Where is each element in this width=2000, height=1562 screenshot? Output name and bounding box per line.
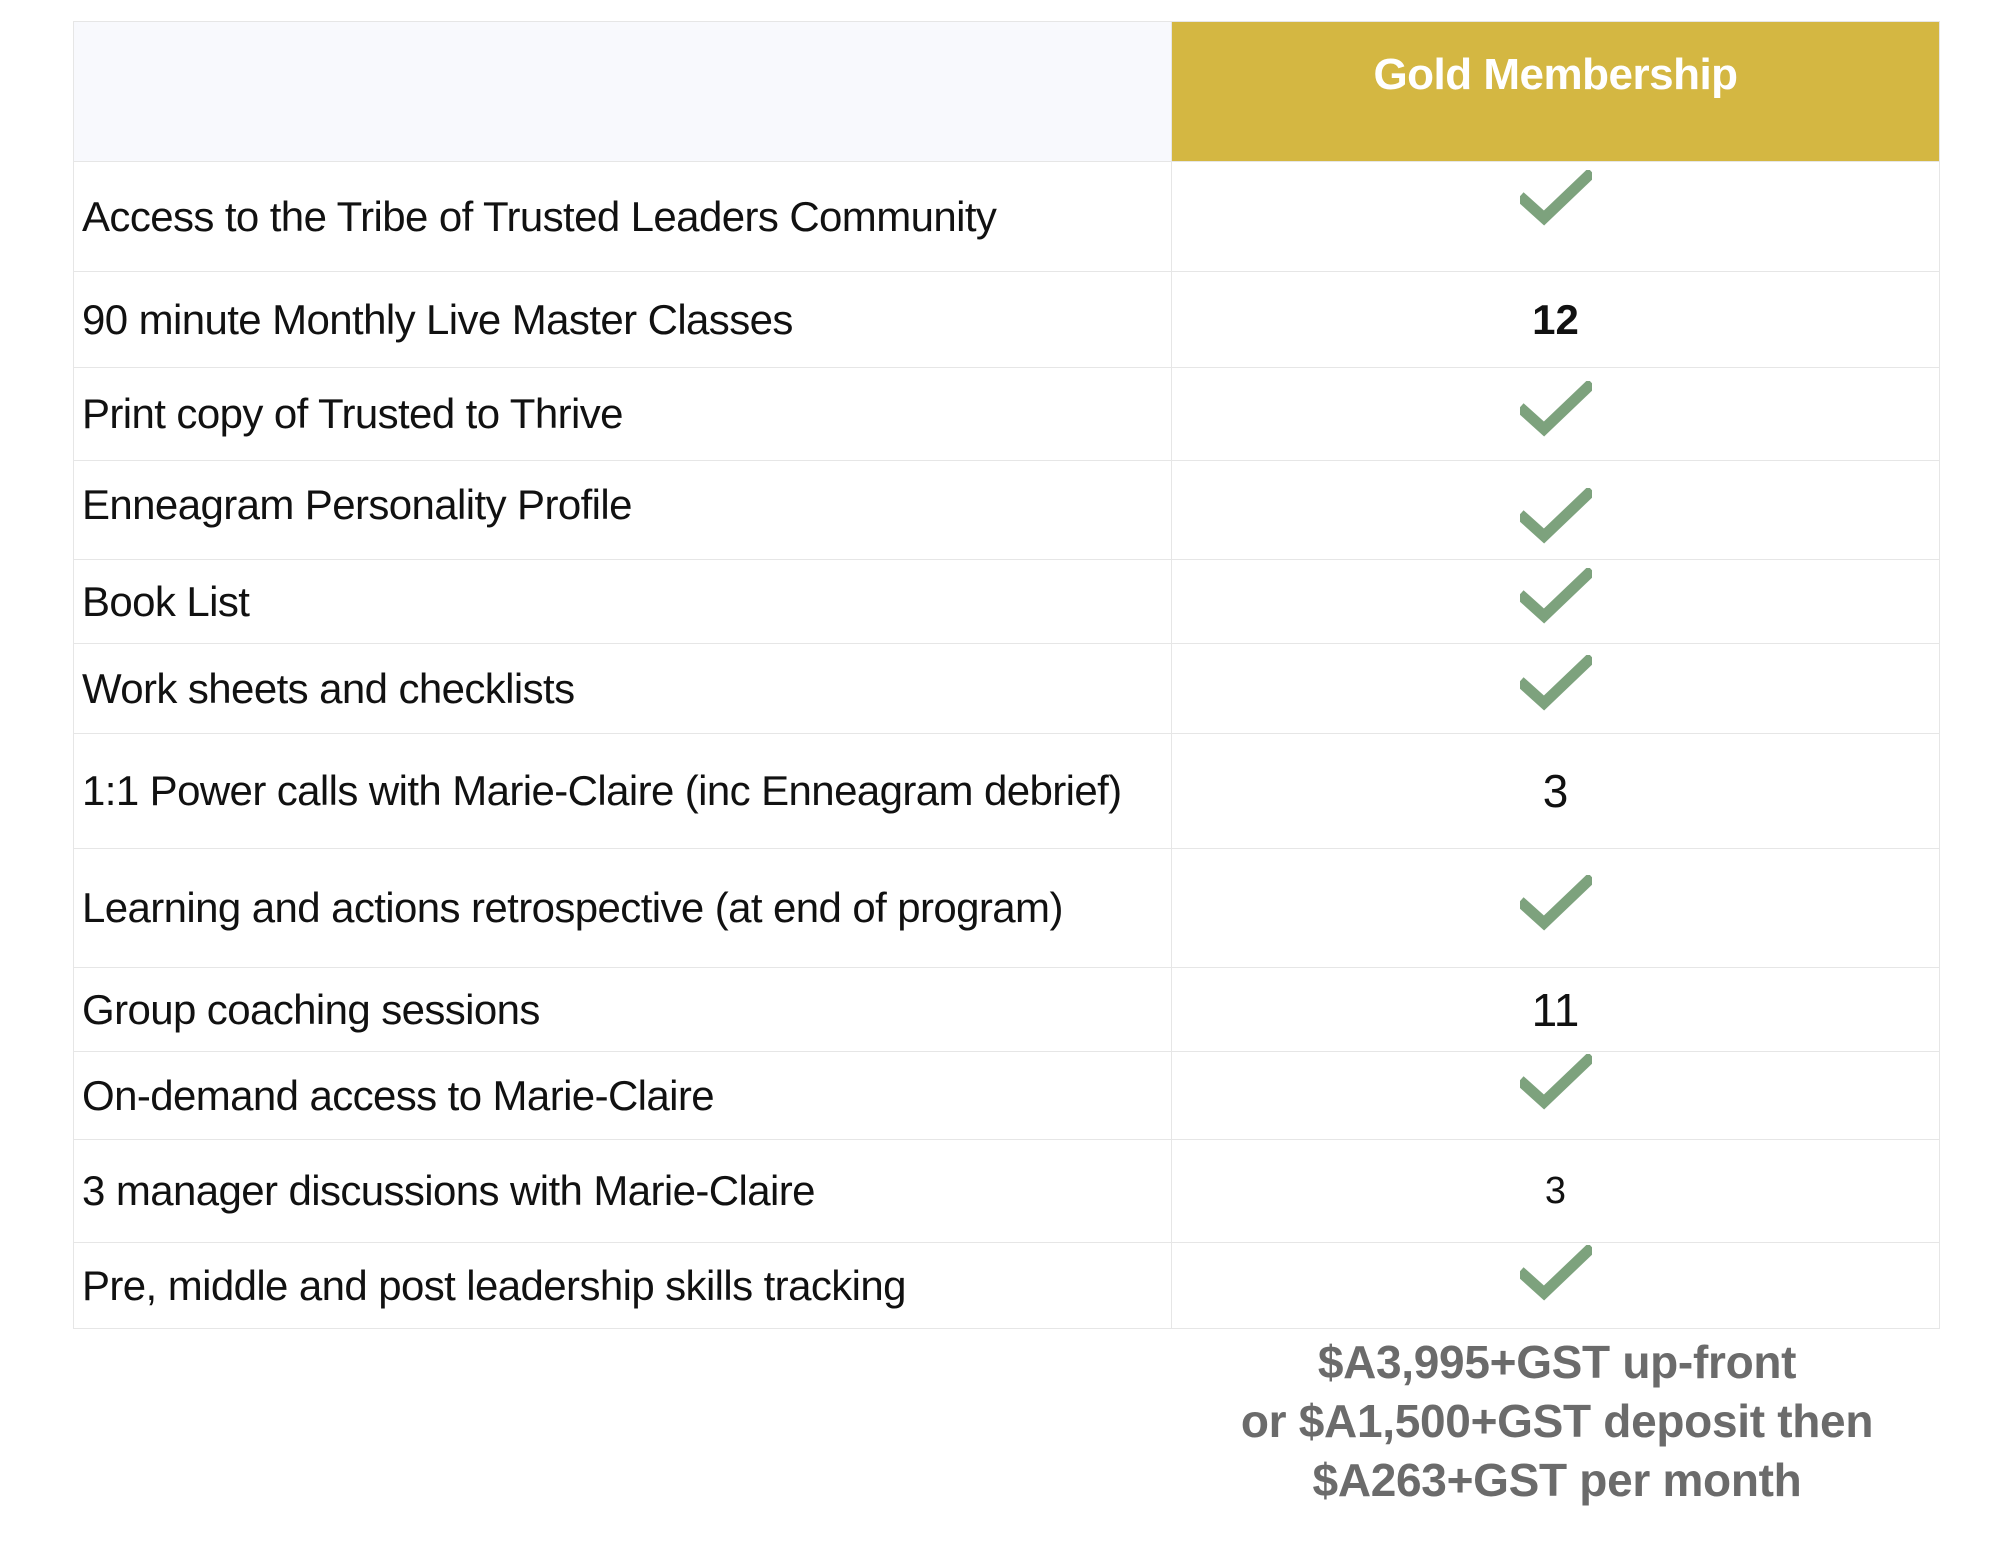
gold-value-cell — [1172, 734, 1940, 849]
price-line-deposit: or $A1,500+GST deposit then — [1240, 1395, 1874, 1447]
gold-value-cell — [1172, 1052, 1940, 1140]
feature-label: Print copy of Trusted to Thrive — [74, 368, 1172, 461]
value-text: 3 — [1544, 1169, 1567, 1212]
feature-label: 1:1 Power calls with Marie-Claire (inc Enneagram debrief) — [74, 734, 1172, 849]
table-row — [74, 849, 1940, 968]
gold-value-cell — [1172, 968, 1940, 1052]
gold-value-cell — [1172, 849, 1940, 968]
value-text: 11 — [1531, 983, 1580, 1036]
value-text: 3 — [1542, 765, 1569, 817]
check-icon — [1520, 1245, 1592, 1301]
table-row — [74, 162, 1940, 272]
gold-value-cell — [1172, 560, 1940, 644]
table-row — [74, 968, 1940, 1052]
feature-label: Enneagram Personality Profile — [74, 461, 1172, 560]
check-icon — [1520, 381, 1592, 437]
feature-label: Learning and actions retrospective (at end of program) — [74, 849, 1172, 968]
gold-value-cell — [1172, 272, 1940, 368]
check-icon — [1520, 875, 1592, 931]
table-header-row — [74, 22, 1940, 162]
feature-label: Book List — [74, 560, 1172, 644]
gold-value-cell — [1172, 644, 1940, 734]
table-row — [74, 1052, 1940, 1140]
table-row — [74, 1140, 1940, 1243]
gold-value-cell — [1172, 162, 1940, 272]
header-blank-cell — [74, 22, 1172, 162]
gold-membership-title: Gold Membership — [1373, 50, 1738, 99]
check-icon — [1520, 170, 1592, 226]
feature-label: Work sheets and checklists — [74, 644, 1172, 734]
table-row — [74, 644, 1940, 734]
table-row — [74, 461, 1940, 560]
feature-label: Pre, middle and post leadership skills tracking — [74, 1243, 1172, 1329]
price-line-upfront: $A3,995+GST up-front — [1317, 1336, 1797, 1388]
table-row — [74, 272, 1940, 368]
table-row — [74, 734, 1940, 849]
feature-label: Group coaching sessions — [74, 968, 1172, 1052]
gold-membership-header — [1172, 22, 1940, 162]
pricing-block — [1173, 1333, 1941, 1510]
membership-comparison-table — [73, 21, 1940, 1329]
feature-label: Access to the Tribe of Trusted Leaders Community — [74, 162, 1172, 272]
check-icon — [1520, 568, 1592, 624]
value-text: 12 — [1532, 295, 1579, 343]
gold-value-cell — [1172, 1140, 1940, 1243]
feature-label: On-demand access to Marie-Claire — [74, 1052, 1172, 1140]
gold-value-cell — [1172, 368, 1940, 461]
table-row — [74, 368, 1940, 461]
feature-label: 3 manager discussions with Marie-Claire — [74, 1140, 1172, 1243]
check-icon — [1520, 1054, 1592, 1110]
table-row — [74, 560, 1940, 644]
check-icon — [1520, 655, 1592, 711]
feature-label: 90 minute Monthly Live Master Classes — [74, 272, 1172, 368]
price-line-monthly: $A263+GST per month — [1312, 1454, 1802, 1506]
table-row — [74, 1243, 1940, 1329]
gold-value-cell — [1172, 1243, 1940, 1329]
check-icon — [1520, 488, 1592, 544]
gold-value-cell — [1172, 461, 1940, 560]
